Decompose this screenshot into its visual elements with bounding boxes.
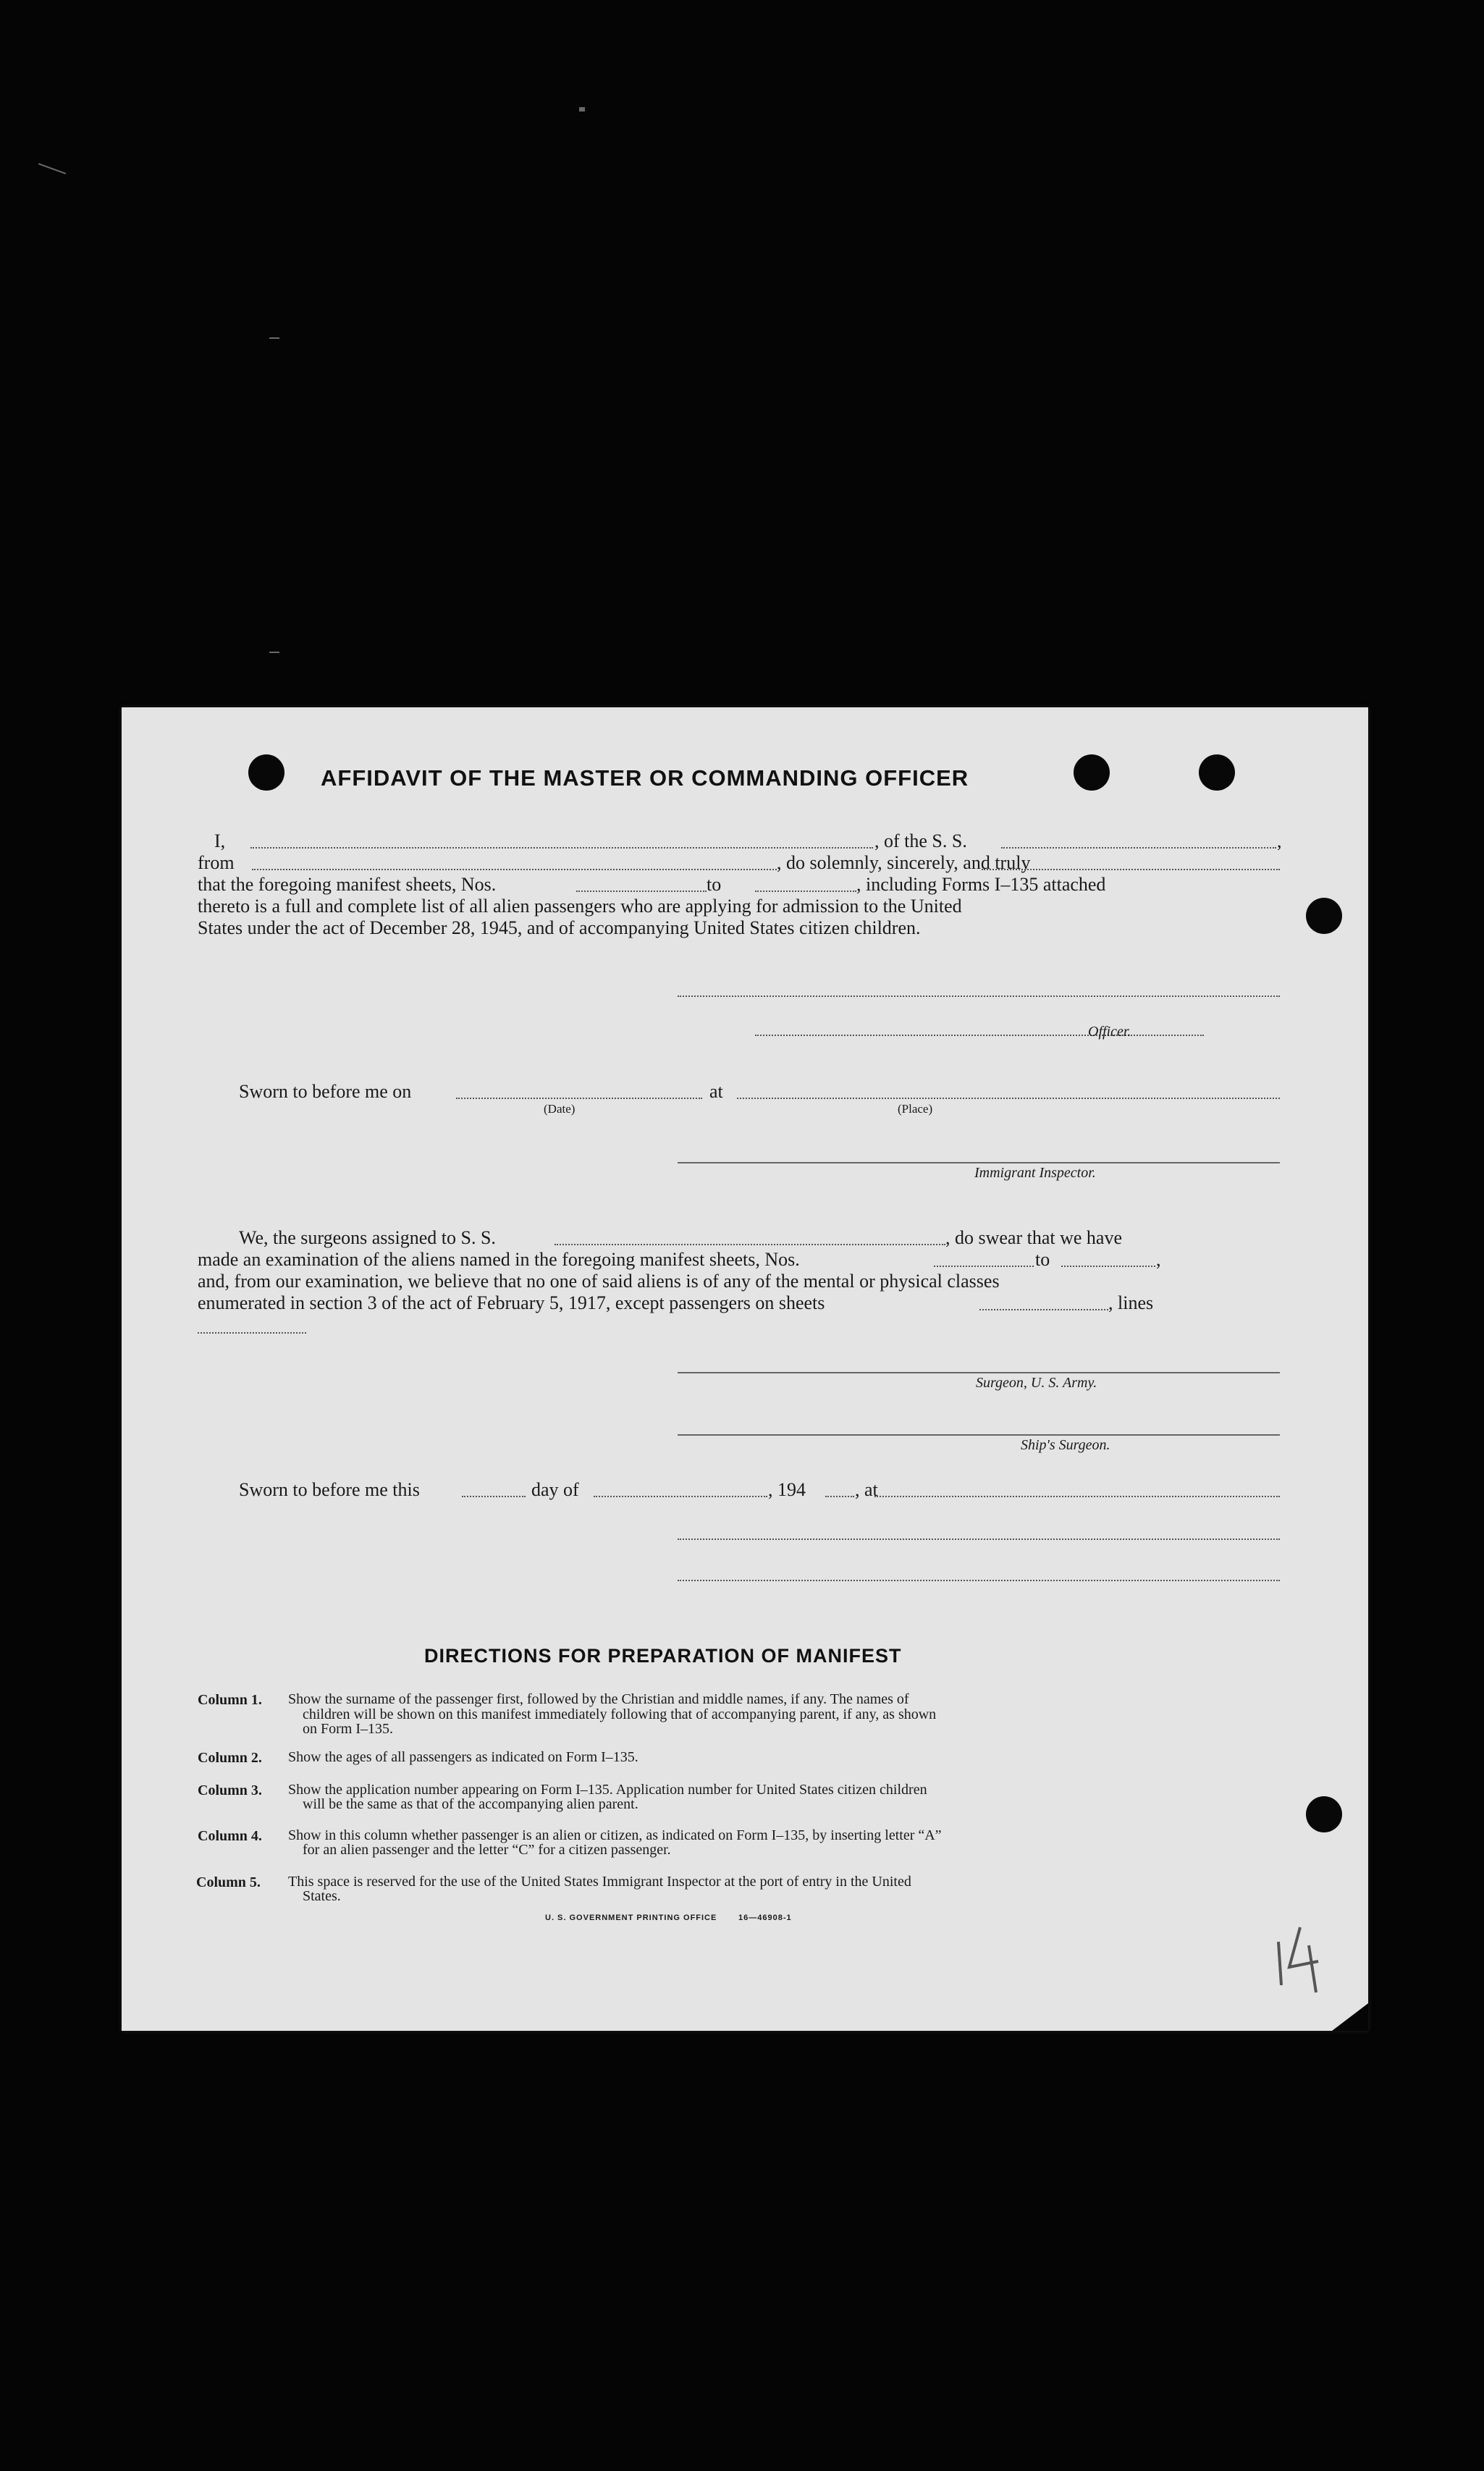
surgeons-text: We, the surgeons assigned to S. S.: [239, 1227, 496, 1248]
affidavit-text: States under the act of December 28, 1945, and of accompanying United States citizen children.: [198, 917, 921, 938]
affidavit-text: I,: [214, 830, 226, 851]
affidavit-text: that the foregoing manifest sheets, Nos.: [198, 874, 497, 895]
date-caption: (Date): [544, 1102, 576, 1116]
affidavit-text: from: [198, 852, 235, 873]
officer-title-line-2[interactable]: [678, 1580, 1280, 1581]
at-label: at: [709, 1081, 723, 1102]
dust-speck: [579, 107, 585, 111]
column-1-text: on Form I–135.: [303, 1721, 393, 1737]
surgeons-text: to: [1035, 1249, 1050, 1270]
sworn-year-label: , 194: [768, 1479, 806, 1500]
sworn-this-label: Sworn to before me this: [239, 1479, 420, 1500]
sheet-to-field[interactable]: [755, 891, 856, 892]
surgeons-text: made an examination of the aliens named in the foregoing manifest sheets, Nos.: [198, 1249, 800, 1270]
column-1-text: children will be shown on this manifest immediately following that of accompanying parent, if any, as shown: [303, 1706, 937, 1722]
dust-speck: [269, 652, 279, 653]
directions-title: DIRECTIONS FOR PREPARATION OF MANIFEST: [424, 1645, 902, 1667]
surgeons-ship-field[interactable]: [555, 1244, 945, 1245]
sworn-place-field-2[interactable]: [874, 1496, 1280, 1497]
except-sheets-field[interactable]: [979, 1309, 1108, 1310]
affidavit-text: ,: [1277, 830, 1282, 851]
affidavit-text: to: [707, 874, 722, 895]
army-surgeon-label: Surgeon, U. S. Army.: [976, 1375, 1097, 1391]
column-3-label: Column 3.: [198, 1782, 262, 1798]
column-4-text: for an alien passenger and the letter “C” for a citizen passenger.: [303, 1842, 671, 1858]
column-5-text: This space is reserved for the use of the United States Immigrant Inspector at the port of entry in the United: [288, 1874, 911, 1890]
column-5-text: States.: [303, 1888, 341, 1904]
ship-surgeon-signature-line[interactable]: [678, 1434, 1280, 1436]
punch-hole: [1306, 898, 1342, 934]
column-2-text: Show the ages of all passengers as indicated on Form I–135.: [288, 1749, 638, 1765]
column-5-label: Column 5.: [196, 1874, 261, 1890]
surgeons-text: ,: [1156, 1249, 1161, 1270]
torn-corner: [1332, 2003, 1368, 2031]
port-field[interactable]: [252, 869, 777, 870]
sworn-label: Sworn to before me on: [239, 1081, 412, 1102]
dust-speck: [38, 163, 66, 174]
sworn-year-field[interactable]: [825, 1496, 854, 1497]
dust-speck: [269, 337, 279, 339]
column-3-text: will be the same as that of the accompanying alien parent.: [303, 1796, 638, 1812]
ship-name-field[interactable]: [1001, 847, 1276, 849]
exam-sheet-from-field[interactable]: [934, 1266, 1034, 1267]
surgeons-text: and, from our examination, we believe that no one of said aliens is of any of the mental or physical classes: [198, 1271, 1000, 1292]
sworn-place-field[interactable]: [737, 1098, 1280, 1099]
army-surgeon-signature-line[interactable]: [678, 1372, 1280, 1373]
affidavit-title: AFFIDAVIT OF THE MASTER OR COMMANDING OFFICER: [321, 765, 969, 791]
master-name-field[interactable]: [250, 847, 873, 849]
sheet-from-field[interactable]: [576, 891, 707, 892]
affidavit-text: , of the S. S.: [874, 830, 967, 851]
inspector-label: Immigrant Inspector.: [974, 1165, 1096, 1181]
ship-surgeon-label: Ship's Surgeon.: [1021, 1437, 1110, 1453]
affidavit-text: , do solemnly, sincerely, and truly: [777, 852, 1031, 873]
column-3-text: Show the application number appearing on Form I–135. Application number for United States citizen children: [288, 1782, 927, 1798]
officer-label: Officer.: [1088, 1024, 1131, 1040]
surgeons-text: , do swear that we have: [945, 1227, 1123, 1248]
surgeons-text: enumerated in section 3 of the act of February 5, 1917, except passengers on sheets: [198, 1292, 825, 1313]
sworn-at-label: , at: [855, 1479, 878, 1500]
column-1-text: Show the surname of the passenger first, followed by the Christian and middle names, if any. The names of: [288, 1691, 909, 1707]
declaration-field[interactable]: [982, 869, 1280, 870]
sworn-month-field[interactable]: [594, 1496, 767, 1497]
officer-title-field[interactable]: [755, 1035, 1204, 1036]
punch-hole: [248, 754, 284, 791]
sworn-dayof-label: day of: [531, 1479, 579, 1500]
officer-signature-line-2[interactable]: [678, 1538, 1280, 1540]
affidavit-text: , including Forms I–135 attached: [856, 874, 1106, 895]
affidavit-text: thereto is a full and complete list of all alien passengers who are applying for admission to the United: [198, 896, 962, 917]
sworn-day-field[interactable]: [462, 1496, 526, 1497]
printer-imprint: U. S. GOVERNMENT PRINTING OFFICE: [545, 1914, 717, 1922]
except-lines-field[interactable]: [198, 1332, 306, 1334]
inspector-signature-line[interactable]: [678, 1162, 1280, 1163]
column-4-label: Column 4.: [198, 1828, 262, 1844]
column-2-label: Column 2.: [198, 1750, 262, 1766]
exam-sheet-to-field[interactable]: [1061, 1266, 1155, 1267]
handwritten-page-number-mark: [1264, 1916, 1336, 1996]
punch-hole: [1306, 1796, 1342, 1832]
surgeons-text: , lines: [1108, 1292, 1154, 1313]
sworn-date-field[interactable]: [456, 1098, 702, 1099]
document-page: [122, 707, 1368, 2031]
place-caption: (Place): [898, 1102, 933, 1116]
punch-hole: [1074, 754, 1110, 791]
column-1-label: Column 1.: [198, 1692, 262, 1708]
officer-signature-line[interactable]: [678, 995, 1280, 997]
punch-hole: [1199, 754, 1235, 791]
form-code: 16—46908-1: [738, 1914, 792, 1922]
column-4-text: Show in this column whether passenger is an alien or citizen, as indicated on Form I–135, by inserting letter “A”: [288, 1827, 942, 1843]
